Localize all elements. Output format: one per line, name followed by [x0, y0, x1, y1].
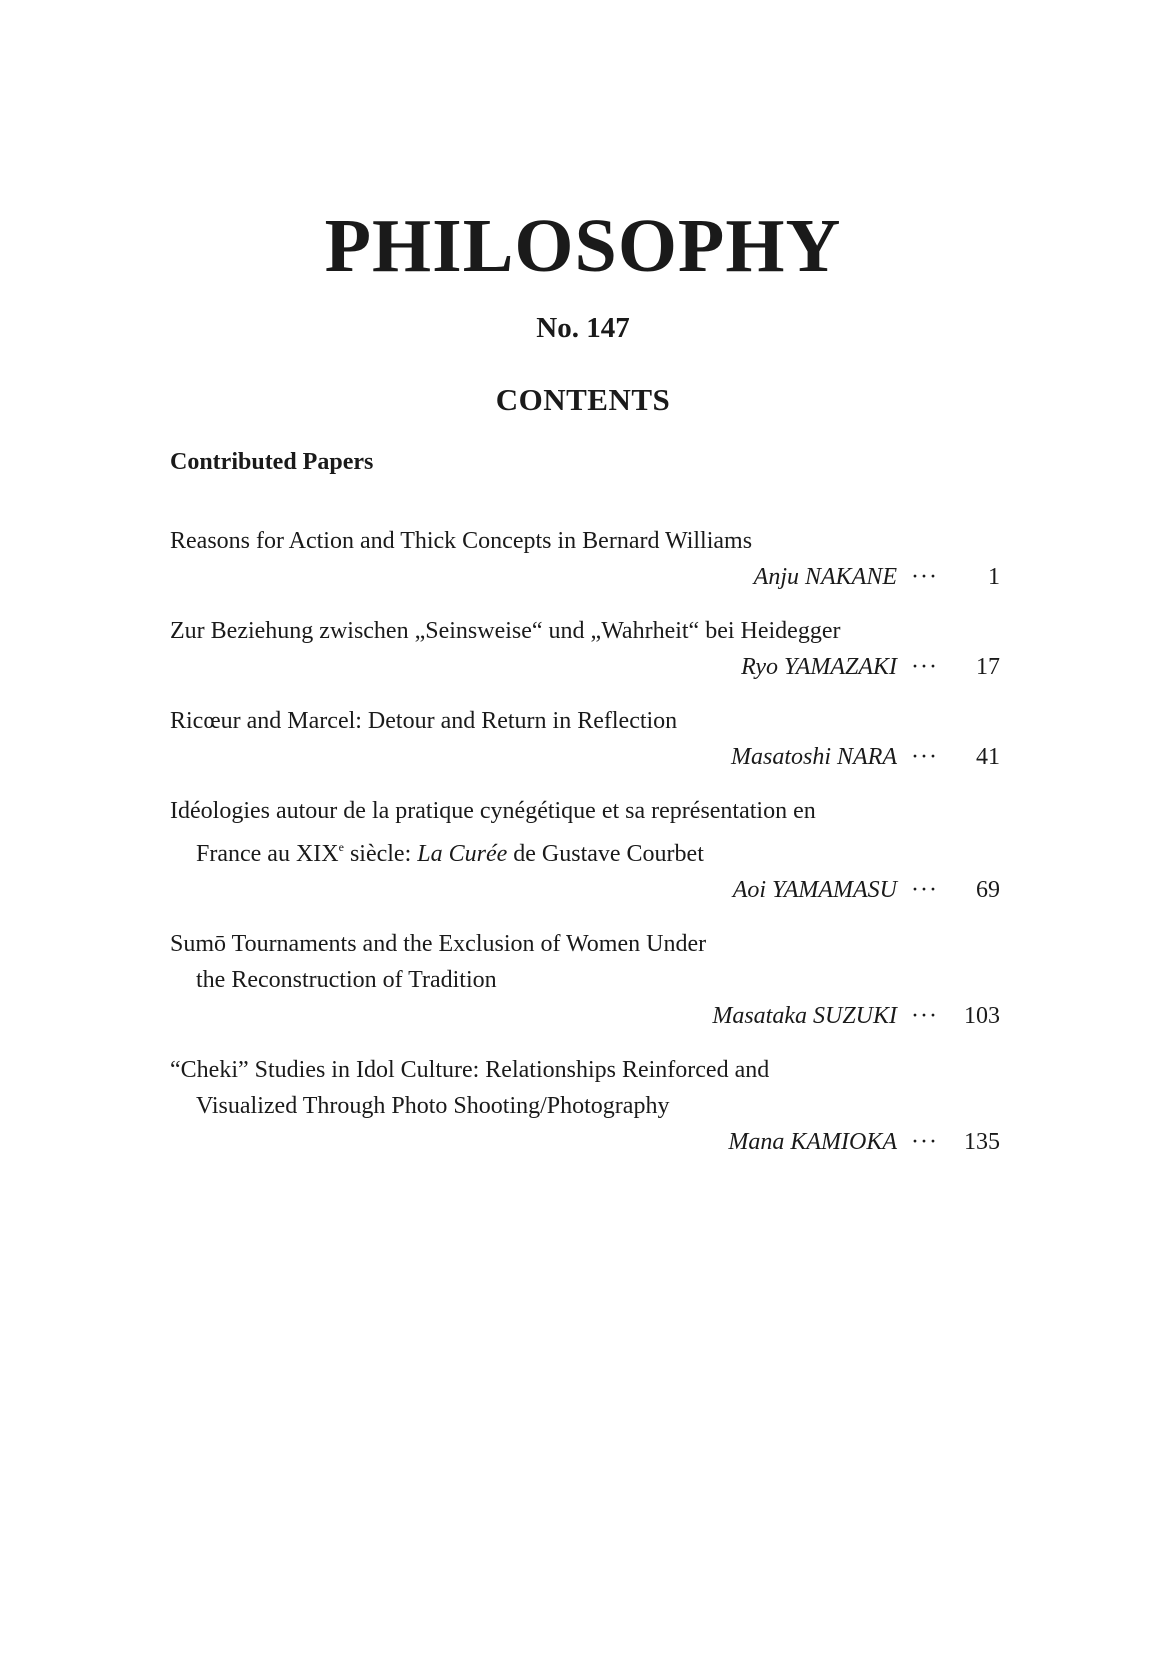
toc-entry — [170, 613, 1000, 685]
table-of-contents — [170, 523, 1000, 1178]
dot-leader: ··· — [911, 744, 938, 770]
issue-number: No. 147 — [536, 312, 630, 344]
entry-page-number: 103 — [964, 1003, 1000, 1029]
entry-title: “Cheki” Studies in Idol Culture: Relationships Reinforced and — [170, 1057, 770, 1083]
entry-page-number: 41 — [976, 744, 1000, 770]
entry-title-continued — [170, 829, 1000, 872]
title-text: siècle: — [343, 841, 418, 867]
entry-page-number: 135 — [964, 1129, 1000, 1155]
entry-author: Masataka SUZUKI — [712, 1003, 898, 1029]
contents-heading: CONTENTS — [495, 382, 671, 417]
entry-byline — [170, 649, 1000, 685]
entry-author: Anju NAKANE — [753, 564, 898, 590]
journal-title: PHILOSOPHY — [324, 204, 842, 288]
entry-byline — [170, 559, 1000, 595]
entry-title: Zur Beziehung zwischen „Seinsweise“ und „Wahrheit“ bei Heidegger — [170, 618, 841, 644]
entry-byline — [170, 739, 1000, 775]
artwork-title: La Curée — [417, 841, 508, 867]
title-text: France au XIX — [196, 841, 339, 867]
title-text: de Gustave Courbet — [507, 841, 704, 867]
entry-author: Aoi YAMAMASU — [732, 877, 898, 903]
entry-title-continued: Visualized Through Photo Shooting/Photography — [196, 1093, 670, 1119]
dot-leader: ··· — [911, 564, 938, 590]
toc-entry — [170, 523, 1000, 595]
dot-leader: ··· — [911, 1003, 938, 1029]
entry-page-number: 69 — [976, 877, 1000, 903]
superscript-text: e — [338, 840, 344, 854]
entry-byline — [170, 872, 1000, 908]
entry-title: Sumō Tournaments and the Exclusion of Women Under — [170, 931, 707, 957]
entry-byline — [170, 998, 1000, 1034]
entry-author: Ryo YAMAZAKI — [741, 654, 898, 680]
toc-entry — [170, 926, 1000, 1034]
entry-page-number: 1 — [988, 564, 1000, 590]
entry-title-continued: the Reconstruction of Tradition — [196, 967, 497, 993]
toc-entry — [170, 1052, 1000, 1160]
section-heading: Contributed Papers — [170, 449, 374, 475]
entry-title: Ricœur and Marcel: Detour and Return in Reflection — [170, 708, 678, 734]
toc-entry — [170, 703, 1000, 775]
entry-author: Masatoshi NARA — [731, 744, 898, 770]
entry-byline — [170, 1124, 1000, 1160]
dot-leader: ··· — [911, 877, 938, 903]
dot-leader: ··· — [911, 654, 938, 680]
entry-title: Reasons for Action and Thick Concepts in Bernard Williams — [170, 528, 753, 554]
entry-title: Idéologies autour de la pratique cynégétique et sa représentation en — [170, 798, 816, 824]
dot-leader: ··· — [911, 1129, 938, 1155]
entry-author: Mana KAMIOKA — [728, 1129, 898, 1155]
entry-page-number: 17 — [976, 654, 1000, 680]
toc-entry — [170, 793, 1000, 908]
